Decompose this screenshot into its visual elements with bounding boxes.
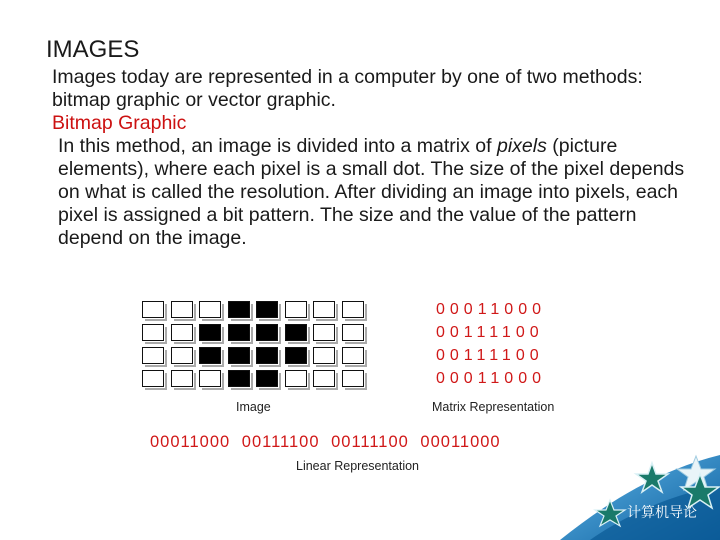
pixel-cell	[256, 324, 278, 341]
pixel-cell	[142, 370, 164, 387]
pixel-cell	[142, 324, 164, 341]
matrix-caption: Matrix Representation	[432, 400, 555, 414]
pixel-cell	[171, 301, 193, 318]
pixel-cell	[342, 370, 364, 387]
pixel-cell	[228, 301, 250, 318]
pixel-cell	[342, 324, 364, 341]
pixel-cell	[171, 347, 193, 364]
pixel-cell	[171, 324, 193, 341]
pixel-cell	[285, 370, 307, 387]
pixel-cell	[313, 324, 335, 341]
linear-caption: Linear Representation	[296, 459, 419, 473]
intro-text: Images today are represented in a computer by one of two methods: bitmap graphic or vector graphic.	[52, 66, 643, 111]
pixel-cell	[142, 301, 164, 318]
slide-title: IMAGES	[46, 36, 140, 63]
pixel-cell	[285, 347, 307, 364]
pixel-cell	[199, 301, 221, 318]
paragraph-italic: pixels	[496, 135, 547, 157]
pixel-cell	[199, 370, 221, 387]
image-caption: Image	[236, 400, 271, 414]
pixel-cell	[256, 370, 278, 387]
pixel-cell	[228, 370, 250, 387]
pixel-cell	[285, 301, 307, 318]
matrix-row: 00111100	[436, 324, 544, 341]
pixel-cell	[342, 301, 364, 318]
bitmap-paragraph	[52, 135, 702, 250]
subheading: Bitmap Graphic	[52, 112, 187, 134]
matrix-row: 00111100	[436, 347, 544, 364]
pixel-cell	[256, 301, 278, 318]
pixel-cell	[199, 324, 221, 341]
pixel-cell	[313, 347, 335, 364]
pixel-cell	[171, 370, 193, 387]
pixel-cell	[313, 301, 335, 318]
pixel-cell	[313, 370, 335, 387]
matrix-row: 00011000	[436, 370, 546, 387]
paragraph-part-2: (picture elements), where each pixel is a small dot. The size of the pixel depends on what is called the resolution. After dividing an image into pixels, each pixel is assigned a bit pattern. The size and the value of the pattern depend on the image.	[58, 135, 685, 249]
pixel-cell	[228, 347, 250, 364]
pixel-cell	[228, 324, 250, 341]
footer-label: 计算机导论	[627, 505, 697, 521]
pixel-cell	[199, 347, 221, 364]
pixel-cell	[342, 347, 364, 364]
pixel-cell	[256, 347, 278, 364]
matrix-row: 00011000	[436, 301, 546, 318]
paragraph-part-1: In this method, an image is divided into a matrix of	[58, 135, 497, 157]
pixel-cell	[142, 347, 164, 364]
linear-representation: 00011000 00111100 00111100 00011000	[150, 433, 501, 451]
pixel-cell	[285, 324, 307, 341]
slide-body	[52, 66, 702, 250]
